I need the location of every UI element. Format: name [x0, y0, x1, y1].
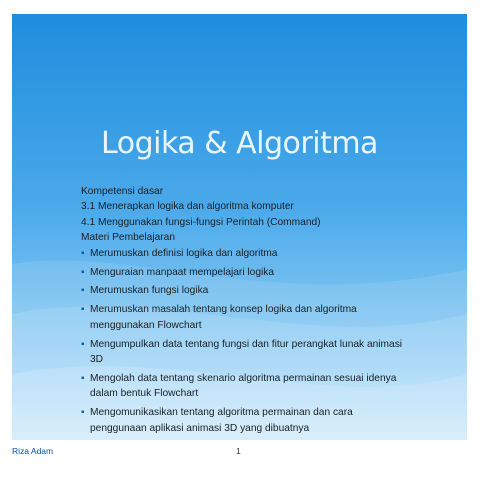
- list-item: [81, 337, 411, 368]
- bullet-icon: ▪: [81, 304, 85, 316]
- list-item-text: Merumuskan masalah tentang konsep logika dan algoritma menggunakan Flowchart: [90, 304, 357, 331]
- slide-title: Logika & Algoritma: [101, 126, 378, 161]
- bullet-icon: ▪: [81, 247, 85, 259]
- bullet-icon: ▪: [81, 407, 85, 419]
- list-item-text: Mengomunikasikan tentang algoritma permainan dan cara penggunaan aplikasi animasi 3D yang dibuatnya: [90, 407, 353, 434]
- list-item: [81, 302, 411, 333]
- list-item: [81, 371, 411, 402]
- list-item: [81, 246, 411, 261]
- list-item-text: Mengumpulkan data tentang fungsi dan fitur perangkat lunak animasi 3D: [90, 338, 403, 366]
- list-item: [81, 405, 411, 436]
- bullet-icon: ▪: [81, 266, 85, 278]
- intro-line: 3.1 Menerapkan logika dan algoritma komputer: [81, 201, 294, 213]
- footer-author: Riza Adam: [12, 446, 54, 456]
- bullet-icon: ▪: [81, 285, 85, 297]
- intro-line: 4.1 Menggunakan fungsi-fungsi Perintah (Command): [81, 216, 321, 228]
- slide-content: [81, 184, 411, 440]
- bullet-icon: ▪: [81, 338, 85, 350]
- list-item-text: Merumuskan fungsi logika: [90, 285, 209, 297]
- list-item: [81, 265, 411, 280]
- list-item: [81, 283, 411, 298]
- bullet-list: [81, 246, 411, 436]
- slide: [12, 14, 467, 440]
- list-item-text: Mengolah data tentang skenario algoritma permainan sesuai idenya dalam bentuk Flowchart: [90, 372, 397, 400]
- footer-page-number: 1: [236, 446, 241, 456]
- bullet-icon: ▪: [81, 372, 85, 384]
- list-item-text: Menguraian manpaat mempelajari logika: [90, 266, 275, 278]
- intro-line: Kompetensi dasar: [81, 186, 164, 197]
- intro-line: Materi Pembelajaran: [81, 232, 175, 244]
- list-item-text: Merumuskan definisi logika dan algoritma: [90, 247, 278, 259]
